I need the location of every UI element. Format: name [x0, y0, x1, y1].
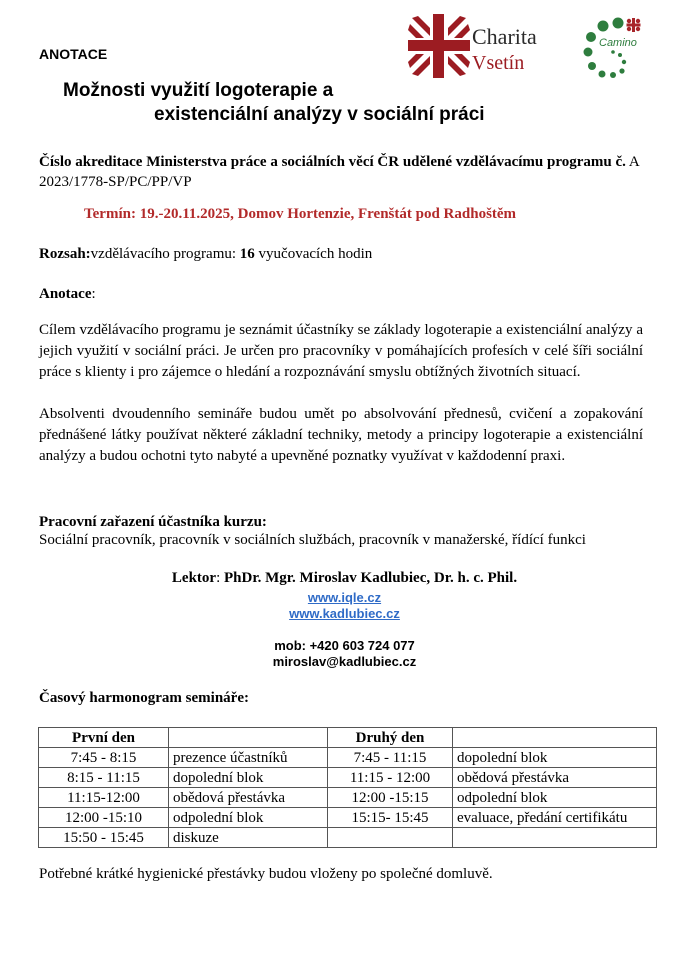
annotation-heading [39, 286, 96, 303]
annotation-paragraph-2: Absolventi dvoudenního semináře budou umět po absolvování přednesů, cvičení a zopakování přednášené látky používat některé základní techniky, metody a principy logoterapie a existenciální analýzy a budou ochotni tyto nabyté a upevněné poznatky využívat v každodenní praxi. [39, 406, 643, 464]
day1-time: 15:50 - 15:45 [39, 828, 169, 848]
annotation-heading-text: Anotace [39, 286, 92, 302]
document-title-line2: existenciální analýzy v sociální práci [154, 104, 485, 125]
accreditation-number: A 2023/1778-SP/PC/PP/VP [39, 154, 639, 190]
annotation-heading-colon: : [91, 286, 96, 302]
term-location [0, 206, 689, 223]
camino-logo-text: Camino [599, 37, 637, 49]
lecturer-website-kadlubiec-link[interactable] [0, 606, 689, 621]
day1-activity: odpolední blok [169, 808, 328, 828]
day2-time: 11:15 - 12:00 [328, 768, 453, 788]
day2-activity: odpolední blok [453, 788, 657, 808]
accreditation-label: Číslo akreditace Ministerstva práce a sociálních věcí ČR udělené vzdělávacímu programu č. [39, 154, 626, 170]
day2-activity: dopolední blok [453, 748, 657, 768]
lecturer-website-iqle-link[interactable] [0, 590, 689, 605]
caritas-cross-icon [408, 14, 470, 78]
term-text: Termín: 19.-20.11.2025, Domov Hortenzie, Frenštát pod Radhoštěm [84, 206, 517, 222]
day1-time: 8:15 - 11:15 [39, 768, 169, 788]
document-title-line1: Možnosti využití logoterapie a [63, 80, 334, 101]
annotation-paragraph-1: Cílem vzdělávacího programu je seznámit účastníky se základy logoterapie a existenciální analýzy a jejich využití v sociální práci. Je určen pro pracovníky v pomáhajících profesích v celé šíři sociální práce s klienty i pro zájemce o hledání a rozpoznávání smyslu obtížných životních situací. [39, 322, 643, 380]
day2-activity-header [453, 728, 657, 748]
position-value: Sociální pracovník, pracovník v sociálních službách, pracovník v manažerské, řídící funkci [39, 532, 586, 548]
day1-time: 12:00 -15:10 [39, 808, 169, 828]
lecturer-separator: : [216, 570, 224, 586]
day1-time: 11:15-12:00 [39, 788, 169, 808]
charita-logo-subtext: Vsetín [472, 52, 525, 74]
scope-text-before: vzdělávacího programu: [90, 246, 240, 262]
table-row [39, 788, 657, 808]
day1-time: 7:45 - 8:15 [39, 748, 169, 768]
table-row [39, 768, 657, 788]
day1-activity-header [169, 728, 328, 748]
lecturer-info [0, 570, 689, 587]
lecturer-label: Lektor [171, 570, 217, 586]
lecturer-name: PhDr. Mgr. Miroslav Kadlubiec, Dr. h. c. Phil. [224, 570, 518, 586]
accreditation-info [39, 152, 659, 192]
table-row [39, 748, 657, 768]
day2-activity [453, 828, 657, 848]
table-row [39, 808, 657, 828]
camino-dots-icon [582, 16, 678, 82]
position-heading: Pracovní zařazení účastníka kurzu: [39, 514, 267, 530]
lecturer-phone: mob: +420 603 724 077 [274, 638, 415, 653]
scope-label: Rozsah: [39, 246, 91, 262]
day1-activity: prezence účastníků [169, 748, 328, 768]
document-label: ANOTACE [39, 46, 108, 62]
schedule-header-row [39, 728, 657, 748]
website-iqle-text[interactable]: www.iqle.cz [307, 590, 382, 605]
day1-activity: diskuze [169, 828, 328, 848]
schedule-table [38, 727, 657, 848]
schedule-heading: Časový harmonogram semináře: [39, 690, 249, 706]
lecturer-email: miroslav@kadlubiec.cz [272, 654, 417, 669]
website-kadlubiec-text[interactable]: www.kadlubiec.cz [289, 606, 400, 621]
day2-activity: evaluace, předání certifikátu [453, 808, 657, 828]
table-row [39, 828, 657, 848]
day1-activity: obědová přestávka [169, 788, 328, 808]
camino-logo [582, 16, 678, 82]
day1-activity: dopolední blok [169, 768, 328, 788]
day2-time [328, 828, 453, 848]
day2-header: Druhý den [328, 728, 453, 748]
day2-activity: obědová přestávka [453, 768, 657, 788]
footnote: Potřebné krátké hygienické přestávky budou vloženy po společné domluvě. [39, 866, 493, 882]
scope-info [39, 246, 372, 263]
day2-time: 15:15- 15:45 [328, 808, 453, 828]
scope-text-after: vyučovacích hodin [254, 246, 373, 262]
day2-time: 12:00 -15:15 [328, 788, 453, 808]
scope-hours: 16 [239, 246, 255, 262]
day1-header: První den [39, 728, 169, 748]
day2-time: 7:45 - 11:15 [328, 748, 453, 768]
charita-logo-text: Charita [472, 24, 537, 49]
